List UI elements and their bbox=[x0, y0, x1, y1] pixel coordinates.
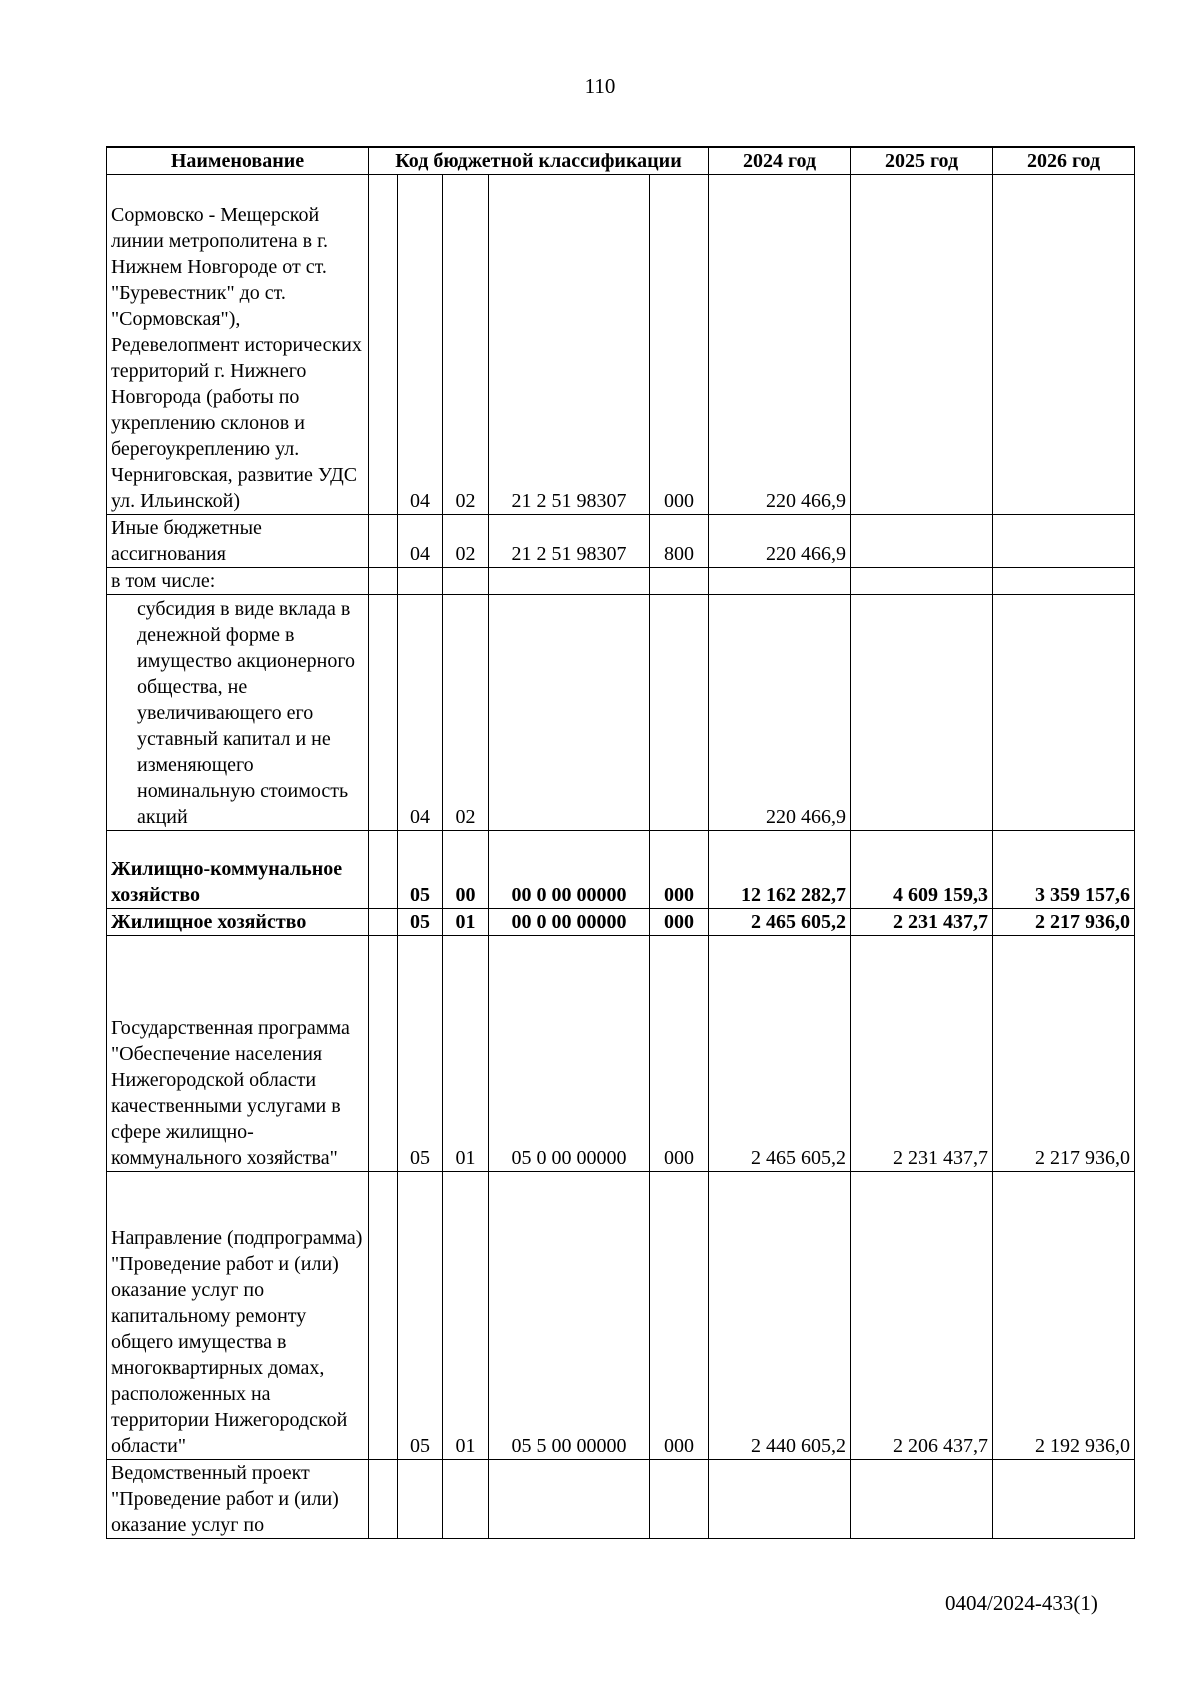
row-value-2025: 4 609 159,3 bbox=[851, 831, 993, 909]
table-row bbox=[107, 568, 1135, 595]
document-code: 0404/2024-433(1) bbox=[945, 1591, 1098, 1615]
row-expense-type-code: 000 bbox=[650, 936, 709, 1172]
header-code: Код бюджетной классификации bbox=[369, 147, 709, 175]
row-section-code bbox=[398, 568, 443, 595]
row-expense-type-code bbox=[650, 595, 709, 831]
row-value-2026: 3 359 157,6 bbox=[993, 831, 1135, 909]
row-target-code: 05 5 00 00000 bbox=[489, 1172, 650, 1460]
row-name: Направление (подпрограмма) "Проведение работ и (или) оказание услуг по капитальному ремонту общего имущества в многоквартирных домах, расположенных на территории Нижегородской области" bbox=[107, 1172, 369, 1460]
row-section-code bbox=[398, 1460, 443, 1539]
row-subsection-code: 01 bbox=[443, 1172, 489, 1460]
row-value-2026: 2 217 936,0 bbox=[993, 909, 1135, 936]
row-target-code bbox=[489, 595, 650, 831]
table-row bbox=[107, 831, 1135, 909]
row-empty-cell bbox=[369, 831, 398, 909]
row-name: субсидия в виде вклада в денежной форме в имущество акционерного общества, не увеличивающего его уставный капитал и не изменяющего номинальную стоимость акций bbox=[107, 595, 369, 831]
table-body bbox=[107, 175, 1135, 1539]
row-value-2024 bbox=[709, 1460, 851, 1539]
row-value-2026: 2 192 936,0 bbox=[993, 1172, 1135, 1460]
row-expense-type-code bbox=[650, 1460, 709, 1539]
row-section-code: 04 bbox=[398, 515, 443, 568]
row-target-code bbox=[489, 568, 650, 595]
table-row bbox=[107, 1460, 1135, 1539]
row-value-2025 bbox=[851, 175, 993, 515]
row-section-code: 05 bbox=[398, 831, 443, 909]
row-target-code: 21 2 51 98307 bbox=[489, 515, 650, 568]
row-value-2025 bbox=[851, 515, 993, 568]
table-row bbox=[107, 1172, 1135, 1460]
row-expense-type-code: 000 bbox=[650, 831, 709, 909]
page-number: 110 bbox=[584, 74, 616, 98]
table-row bbox=[107, 175, 1135, 515]
row-target-code: 21 2 51 98307 bbox=[489, 175, 650, 515]
row-section-code: 05 bbox=[398, 936, 443, 1172]
row-section-code: 04 bbox=[398, 175, 443, 515]
row-value-2024: 220 466,9 bbox=[709, 175, 851, 515]
row-value-2026: 2 217 936,0 bbox=[993, 936, 1135, 1172]
row-value-2024: 220 466,9 bbox=[709, 595, 851, 831]
row-value-2025 bbox=[851, 1460, 993, 1539]
row-section-code: 05 bbox=[398, 1172, 443, 1460]
row-subsection-code: 02 bbox=[443, 175, 489, 515]
row-value-2024 bbox=[709, 568, 851, 595]
row-value-2026 bbox=[993, 175, 1135, 515]
row-subsection-code: 00 bbox=[443, 831, 489, 909]
row-subsection-code: 01 bbox=[443, 909, 489, 936]
row-value-2025: 2 231 437,7 bbox=[851, 909, 993, 936]
table-row bbox=[107, 595, 1135, 831]
row-value-2025: 2 231 437,7 bbox=[851, 936, 993, 1172]
row-value-2026 bbox=[993, 568, 1135, 595]
row-value-2025 bbox=[851, 595, 993, 831]
header-2025: 2025 год bbox=[851, 147, 993, 175]
row-empty-cell bbox=[369, 909, 398, 936]
row-empty-cell bbox=[369, 936, 398, 1172]
row-empty-cell bbox=[369, 595, 398, 831]
row-empty-cell bbox=[369, 568, 398, 595]
row-value-2024: 2 465 605,2 bbox=[709, 936, 851, 1172]
table-row bbox=[107, 909, 1135, 936]
row-expense-type-code: 800 bbox=[650, 515, 709, 568]
row-empty-cell bbox=[369, 175, 398, 515]
row-expense-type-code: 000 bbox=[650, 1172, 709, 1460]
row-value-2024: 220 466,9 bbox=[709, 515, 851, 568]
row-target-code: 00 0 00 00000 bbox=[489, 909, 650, 936]
row-value-2024: 2 465 605,2 bbox=[709, 909, 851, 936]
row-subsection-code bbox=[443, 568, 489, 595]
budget-table bbox=[106, 146, 1135, 1539]
row-name: Государственная программа "Обеспечение населения Нижегородской области качественными услугами в сфере жилищно-коммунального хозяйства" bbox=[107, 936, 369, 1172]
header-2024: 2024 год bbox=[709, 147, 851, 175]
row-subsection-code bbox=[443, 1460, 489, 1539]
table-row bbox=[107, 515, 1135, 568]
row-target-code bbox=[489, 1460, 650, 1539]
row-empty-cell bbox=[369, 515, 398, 568]
row-target-code: 05 0 00 00000 bbox=[489, 936, 650, 1172]
row-name: Жилищное хозяйство bbox=[107, 909, 369, 936]
row-expense-type-code: 000 bbox=[650, 175, 709, 515]
row-value-2026 bbox=[993, 1460, 1135, 1539]
row-value-2026 bbox=[993, 515, 1135, 568]
row-value-2025 bbox=[851, 568, 993, 595]
header-row bbox=[107, 147, 1135, 175]
row-value-2024: 2 440 605,2 bbox=[709, 1172, 851, 1460]
row-name: Жилищно-коммунальное хозяйство bbox=[107, 831, 369, 909]
row-subsection-code: 02 bbox=[443, 595, 489, 831]
row-subsection-code: 01 bbox=[443, 936, 489, 1172]
row-empty-cell bbox=[369, 1460, 398, 1539]
row-expense-type-code: 000 bbox=[650, 909, 709, 936]
row-name: Иные бюджетные ассигнования bbox=[107, 515, 369, 568]
row-name: Ведомственный проект "Проведение работ и (или) оказание услуг по bbox=[107, 1460, 369, 1539]
row-section-code: 05 bbox=[398, 909, 443, 936]
row-name: Сормовско - Мещерской линии метрополитена в г. Нижнем Новгороде от ст. "Буревестник" до ст. "Сормовская"), Редевелопмент исторических территорий г. Нижнего Новгорода (работы по укреплению склонов и берегоукреплению ул. Черниговская, развитие УДС ул. Ильинской) bbox=[107, 175, 369, 515]
row-target-code: 00 0 00 00000 bbox=[489, 831, 650, 909]
row-subsection-code: 02 bbox=[443, 515, 489, 568]
row-value-2025: 2 206 437,7 bbox=[851, 1172, 993, 1460]
row-name: в том числе: bbox=[107, 568, 369, 595]
row-expense-type-code bbox=[650, 568, 709, 595]
row-value-2024: 12 162 282,7 bbox=[709, 831, 851, 909]
header-2026: 2026 год bbox=[993, 147, 1135, 175]
row-section-code: 04 bbox=[398, 595, 443, 831]
row-value-2026 bbox=[993, 595, 1135, 831]
row-empty-cell bbox=[369, 1172, 398, 1460]
table-row bbox=[107, 936, 1135, 1172]
header-name: Наименование bbox=[107, 147, 369, 175]
